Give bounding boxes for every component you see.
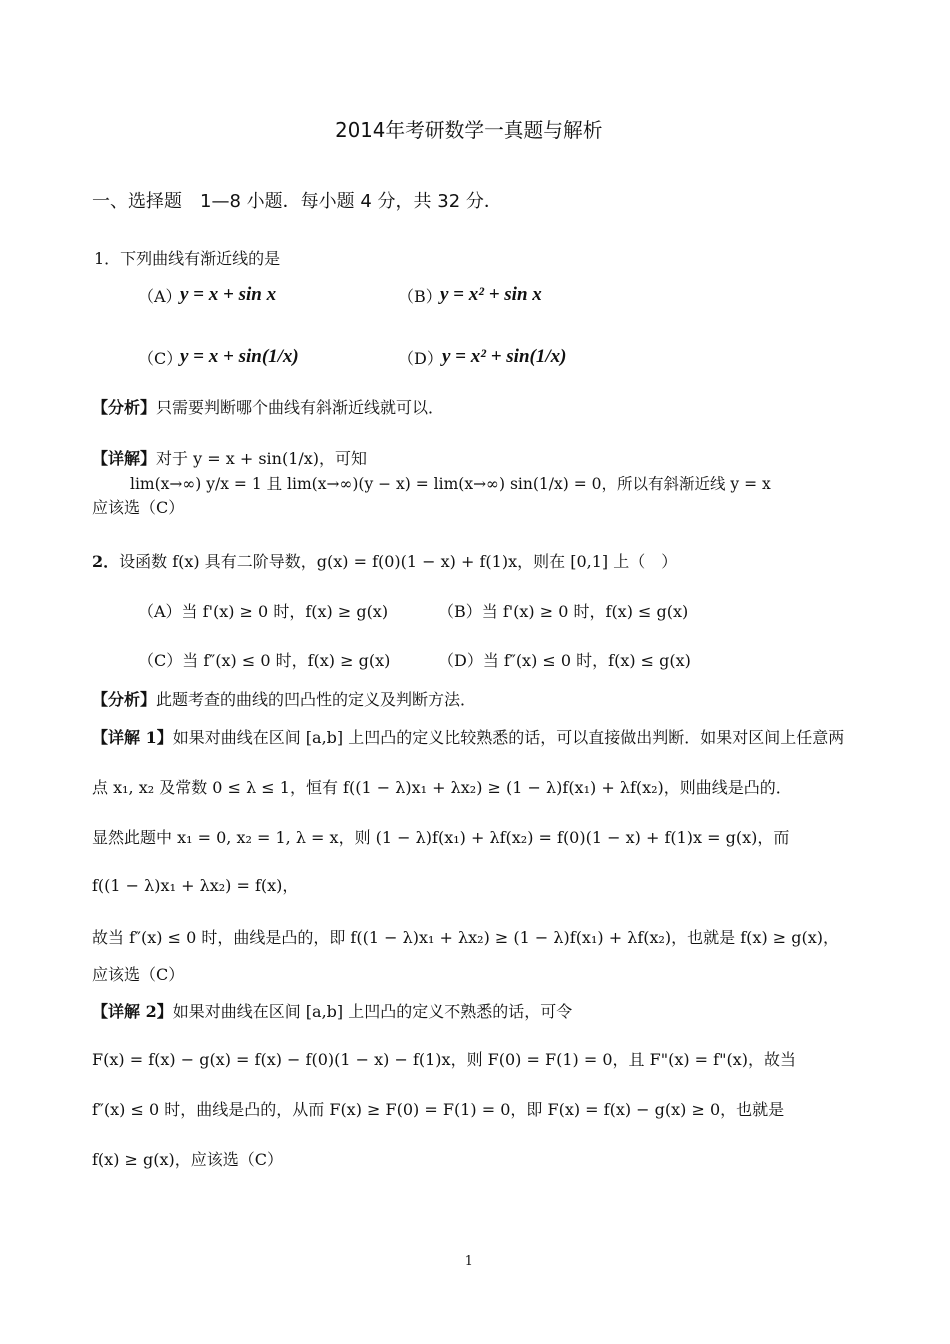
analysis-line	[92, 690, 476, 710]
option-c-label: （C）	[138, 349, 183, 368]
option-a: （A）当 f'(x) ≥ 0 时，f(x) ≥ g(x)	[138, 602, 389, 621]
option-b-label: （B）	[398, 287, 442, 306]
question-1-stem: 1．下列曲线有渐近线的是	[94, 249, 281, 268]
page-number: 1	[464, 1254, 473, 1269]
option-b: （B）当 f'(x) ≥ 0 时，f(x) ≤ g(x)	[438, 602, 689, 621]
detail-2-tag: 【详解 2】	[92, 1002, 173, 1021]
analysis-text: 此题考查的曲线的凹凸性的定义及判断方法．	[156, 690, 477, 709]
analysis-tag: 【分析】	[92, 690, 157, 709]
detail-tag: 【详解】	[92, 449, 157, 468]
detail-text-2: lim(x→∞) y/x = 1 且 lim(x→∞)(y − x) = lim(x→∞) sin(1/x) = 0，所以有斜渐近线 y = x	[130, 475, 771, 493]
question-2-stem: 设函数 f(x) 具有二阶导数，g(x) = f(0)(1 − x) + f(1)x，则在 [0,1] 上（ ）	[119, 552, 678, 571]
detail-2-text-2: F(x) = f(x) − g(x) = f(x) − f(0)(1 − x) − f(1)x，则 F(0) = F(1) = 0，且 F"(x) = f"(x)，故当	[92, 1050, 796, 1069]
detail-1-text-4: f((1 − λ)x₁ + λx₂) = f(x)，	[92, 876, 299, 895]
detail-1-line-1	[92, 728, 844, 748]
question-2-stem-line	[92, 552, 677, 572]
detail-1-answer: 应该选（C）	[92, 965, 185, 984]
detail-1-tag: 【详解 1】	[92, 728, 173, 747]
analysis-tag: 【分析】	[92, 398, 157, 417]
detail-line	[92, 449, 367, 469]
page-title: 2014年考研数学一真题与解析	[335, 118, 603, 142]
detail-2-line-1	[92, 1002, 572, 1022]
detail-text-1: 对于 y = x + sin(1/x)，可知	[156, 449, 368, 468]
option-c: （C）当 f″(x) ≤ 0 时，f(x) ≥ g(x)	[138, 651, 391, 670]
option-d-formula: y = x² + sin(1/x)	[442, 346, 567, 367]
option-b-formula: y = x² + sin x	[440, 284, 542, 305]
option-d: （D）当 f″(x) ≤ 0 时，f(x) ≤ g(x)	[438, 651, 691, 670]
option-a-label: （A）	[138, 287, 182, 306]
analysis-line	[92, 398, 444, 418]
detail-1-text-5: 故当 f″(x) ≤ 0 时，曲线是凸的，即 f((1 − λ)x₁ + λx₂) ≥ (1 − λ)f(x₁) + λf(x₂)，也就是 f(x) ≥ g(x)，	[92, 928, 840, 947]
question-2-number: 2．	[92, 552, 120, 571]
option-c-formula: y = x + sin(1/x)	[180, 346, 299, 367]
analysis-text: 只需要判断哪个曲线有斜渐近线就可以．	[156, 398, 445, 417]
detail-1-text-2: 点 x₁, x₂ 及常数 0 ≤ λ ≤ 1，恒有 f((1 − λ)x₁ + λx₂) ≥ (1 − λ)f(x₁) + λf(x₂)，则曲线是凸的．	[92, 778, 792, 797]
detail-1-text-1: 如果对曲线在区间 [a,b] 上凹凸的定义比较熟悉的话，可以直接做出判断．如果对区间上任意两	[172, 728, 845, 747]
section-heading: 一、选择题 1—8 小题．每小题 4 分，共 32 分．	[92, 191, 502, 212]
detail-2-text-4: f(x) ≥ g(x)，应该选（C）	[92, 1150, 284, 1169]
detail-2-text-1: 如果对曲线在区间 [a,b] 上凹凸的定义不熟悉的话，可令	[172, 1002, 573, 1021]
option-a-formula: y = x + sin x	[180, 284, 277, 305]
answer-line: 应该选（C）	[92, 498, 185, 517]
detail-2-text-3: f″(x) ≤ 0 时，曲线是凸的，从而 F(x) ≥ F(0) = F(1) = 0，即 F(x) = f(x) − g(x) ≥ 0，也就是	[92, 1100, 785, 1119]
option-d-label: （D）	[398, 349, 443, 368]
detail-1-text-3: 显然此题中 x₁ = 0, x₂ = 1, λ = x，则 (1 − λ)f(x₁) + λf(x₂) = f(0)(1 − x) + f(1)x = g(x)，而	[92, 828, 790, 847]
